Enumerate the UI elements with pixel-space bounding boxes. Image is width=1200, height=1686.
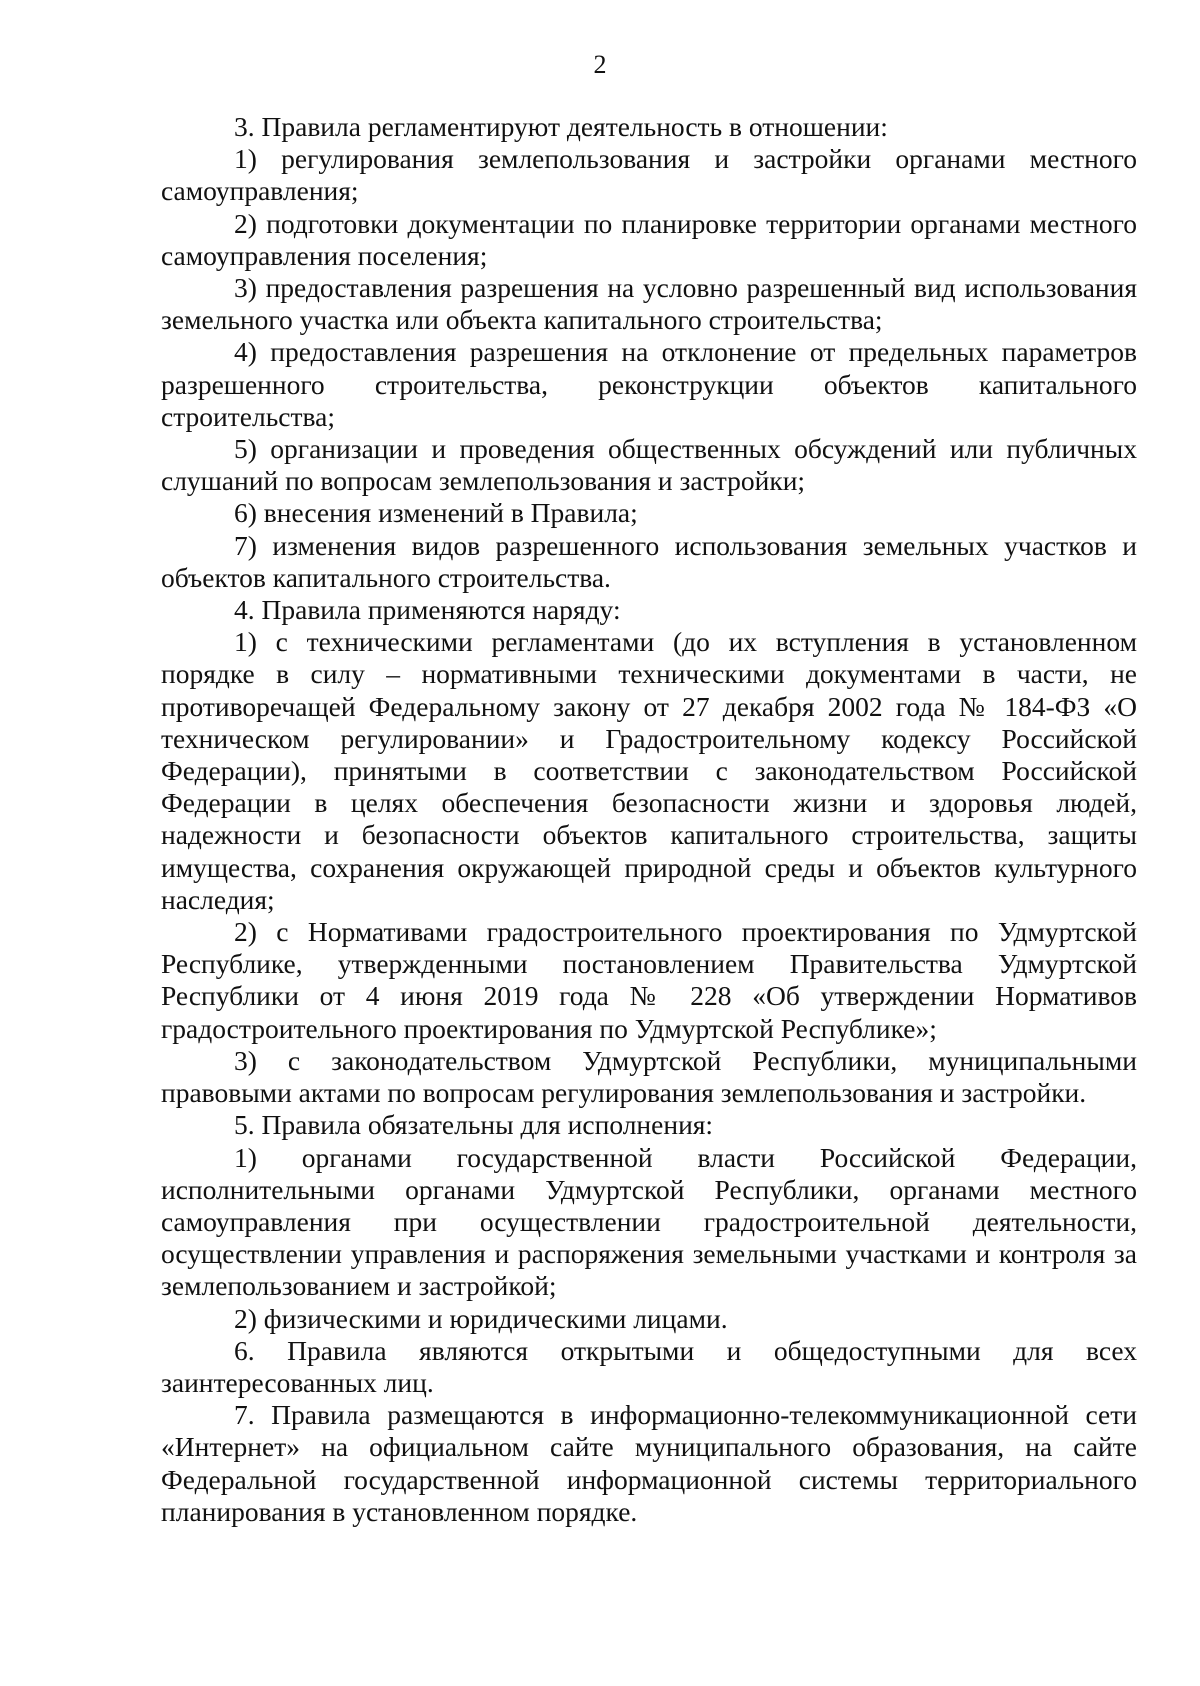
document-body bbox=[161, 111, 1137, 1528]
paragraph-3-item-6: 6) внесения изменений в Правила; bbox=[234, 497, 638, 529]
paragraph-3-item-2: 2) подготовки документации по планировке территории органами местного самоуправления поселения; bbox=[161, 207, 1137, 271]
paragraph-4-item-1: 1) с техническими регламентами (до их вступления в установленном порядке в силу – нормативными техническими документами в части, не противоречащей Федеральному закону от 27 декабря 2002 года № 184-ФЗ «О техническом регулировании» и Градостроительному кодексу Российской Федерации), принятыми в соответствии с законодательством Российской Федерации в целях обеспечения безопасности жизни и здоровья людей, надежности и безопасности объектов капитального строительства, защиты имущества, сохранения окружающей природной среды и объектов культурного наследия; bbox=[161, 626, 1137, 915]
paragraph-5-item-1: 1) органами государственной власти Российской Федерации, исполнительными органами Удмуртской Республики, органами местного самоуправления при осуществлении градостроительной деятельности, осуществлении управления и распоряжения земельными участками и контроля за землепользованием и застройкой; bbox=[161, 1141, 1137, 1302]
paragraph-7: 7. Правила размещаются в информационно-телекоммуникационной сети «Интернет» на официальном сайте муниципального образования, на сайте Федеральной государственной информационной системы территориального планирования в установленном порядке. bbox=[161, 1399, 1137, 1527]
paragraph-4-item-2: 2) с Нормативами градостроительного проектирования по Удмуртской Республике, утвержденными постановлением Правительства Удмуртской Республики от 4 июня 2019 года № 228 «Об утверждении Нормативов градостроительного проектирования по Удмуртской Республике»; bbox=[161, 916, 1137, 1044]
paragraph-5-item-2: 2) физическими и юридическими лицами. bbox=[234, 1302, 728, 1334]
paragraph-3-item-1: 1) регулирования землепользования и застройки органами местного самоуправления; bbox=[161, 143, 1137, 207]
paragraph-3-item-7: 7) изменения видов разрешенного использования земельных участков и объектов капитального строительства. bbox=[161, 529, 1137, 593]
paragraph-3-item-4: 4) предоставления разрешения на отклонение от предельных параметров разрешенного строительства, реконструкции объектов капитального строительства; bbox=[161, 336, 1137, 432]
paragraph-4-item-3: 3) с законодательством Удмуртской Республики, муниципальными правовыми актами по вопросам регулирования землепользования и застройки. bbox=[161, 1044, 1137, 1109]
paragraph-3-item-3: 3) предоставления разрешения на условно разрешенный вид использования земельного участка или объекта капитального строительства; bbox=[161, 272, 1137, 336]
paragraph-3-intro: 3. Правила регламентируют деятельность в отношении: bbox=[234, 111, 888, 142]
paragraph-4-intro: 4. Правила применяются наряду: bbox=[234, 594, 621, 626]
paragraph-5-intro: 5. Правила обязательны для исполнения: bbox=[234, 1109, 714, 1141]
paragraph-3-item-5: 5) организации и проведения общественных обсуждений или публичных слушаний по вопросам землепользования и застройки; bbox=[161, 433, 1137, 497]
page-number: 2 bbox=[593, 50, 607, 79]
paragraph-6: 6. Правила являются открытыми и общедоступными для всех заинтересованных лиц. bbox=[161, 1334, 1137, 1398]
